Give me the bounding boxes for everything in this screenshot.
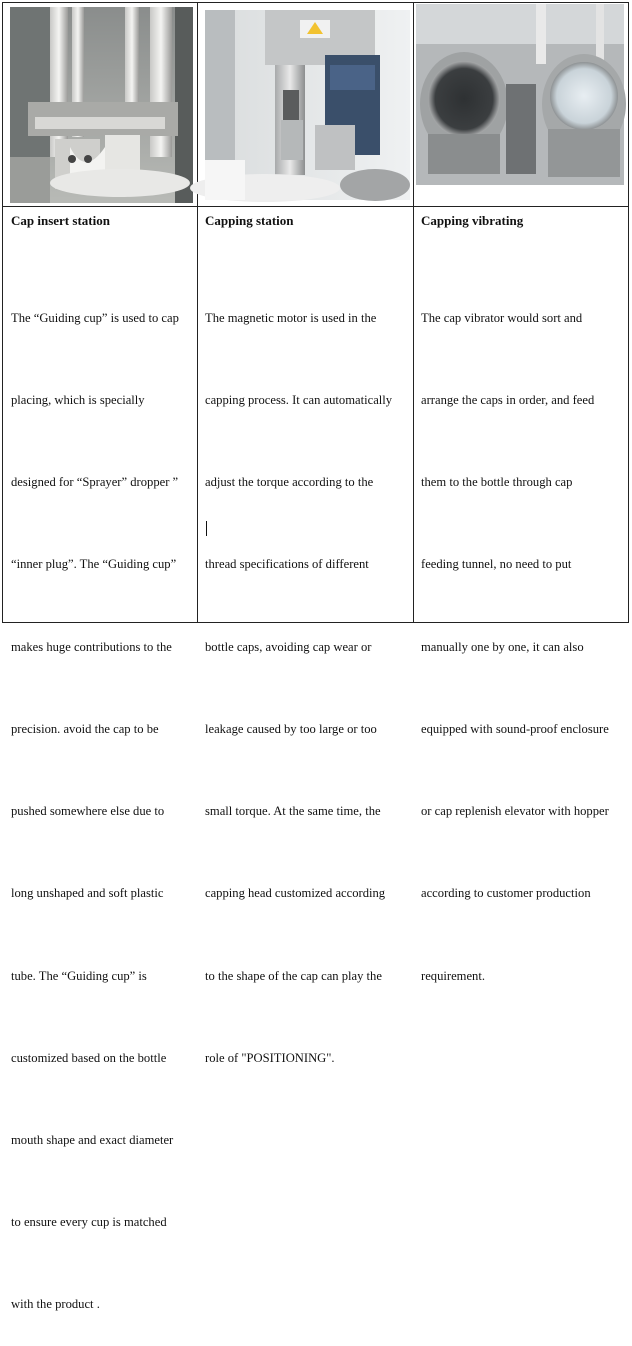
station-description: [11, 250, 179, 1346]
station-title: Capping vibrating: [421, 213, 524, 228]
description-line: designed for “Sprayer” dropper ”: [11, 475, 179, 490]
description-line: tube. The “Guiding cup” is: [11, 968, 147, 983]
description-line: small torque. At the same time, the: [205, 804, 381, 819]
description-line: thread specifications of different: [205, 557, 369, 572]
description-line: to the shape of the cap can play the: [205, 968, 382, 983]
station-description: [421, 250, 609, 1017]
description-line: feeding tunnel, no need to put: [421, 557, 572, 572]
text-cursor: [206, 521, 207, 536]
description-line: bottle caps, avoiding cap wear or: [205, 639, 372, 654]
column-divider: [197, 3, 198, 622]
description-line: capping process. It can automatically: [205, 393, 393, 408]
row-divider: [3, 206, 628, 207]
station-title: Capping station: [205, 213, 294, 228]
description-line: customized based on the bottle: [11, 1050, 167, 1065]
description-line: requirement.: [421, 968, 485, 983]
description-line: capping head customized according: [205, 886, 386, 901]
description-line: “inner plug”. The “Guiding cup”: [11, 557, 177, 572]
description-line: mouth shape and exact diameter: [11, 1133, 174, 1147]
description-line: them to the bottle through cap: [421, 475, 573, 490]
column-divider: [413, 3, 414, 622]
description-line: equipped with sound-proof enclosure: [421, 721, 609, 736]
description-line: with the product .: [11, 1297, 100, 1312]
description-line: adjust the torque according to the: [205, 475, 374, 490]
description-line: precision. avoid the cap to be: [11, 721, 159, 736]
description-line: or cap replenish elevator with hopper: [421, 804, 609, 819]
description-line: placing, which is specially: [11, 393, 145, 408]
description-line: leakage caused by too large or too: [205, 721, 377, 736]
description-line: according to customer production: [421, 886, 591, 901]
capping-station-photo: [205, 10, 410, 200]
station-title: Cap insert station: [11, 213, 110, 228]
station-description: [205, 250, 392, 1100]
description-line: arrange the caps in order, and feed: [421, 393, 595, 408]
capping-vibrating-photo: [416, 4, 624, 185]
description-line: makes huge contributions to the: [11, 639, 172, 654]
description-line: The “Guiding cup” is used to cap: [11, 310, 179, 325]
description-line: role of "POSITIONING".: [205, 1050, 335, 1065]
description-line: pushed somewhere else due to: [11, 804, 165, 819]
description-line: manually one by one, it can also: [421, 639, 584, 654]
description-line: long unshaped and soft plastic: [11, 886, 164, 901]
description-line: The magnetic motor is used in the: [205, 310, 377, 325]
description-line: The cap vibrator would sort and: [421, 310, 583, 325]
description-line: to ensure every cup is matched: [11, 1215, 167, 1230]
cap-insert-station-photo: [10, 7, 193, 203]
